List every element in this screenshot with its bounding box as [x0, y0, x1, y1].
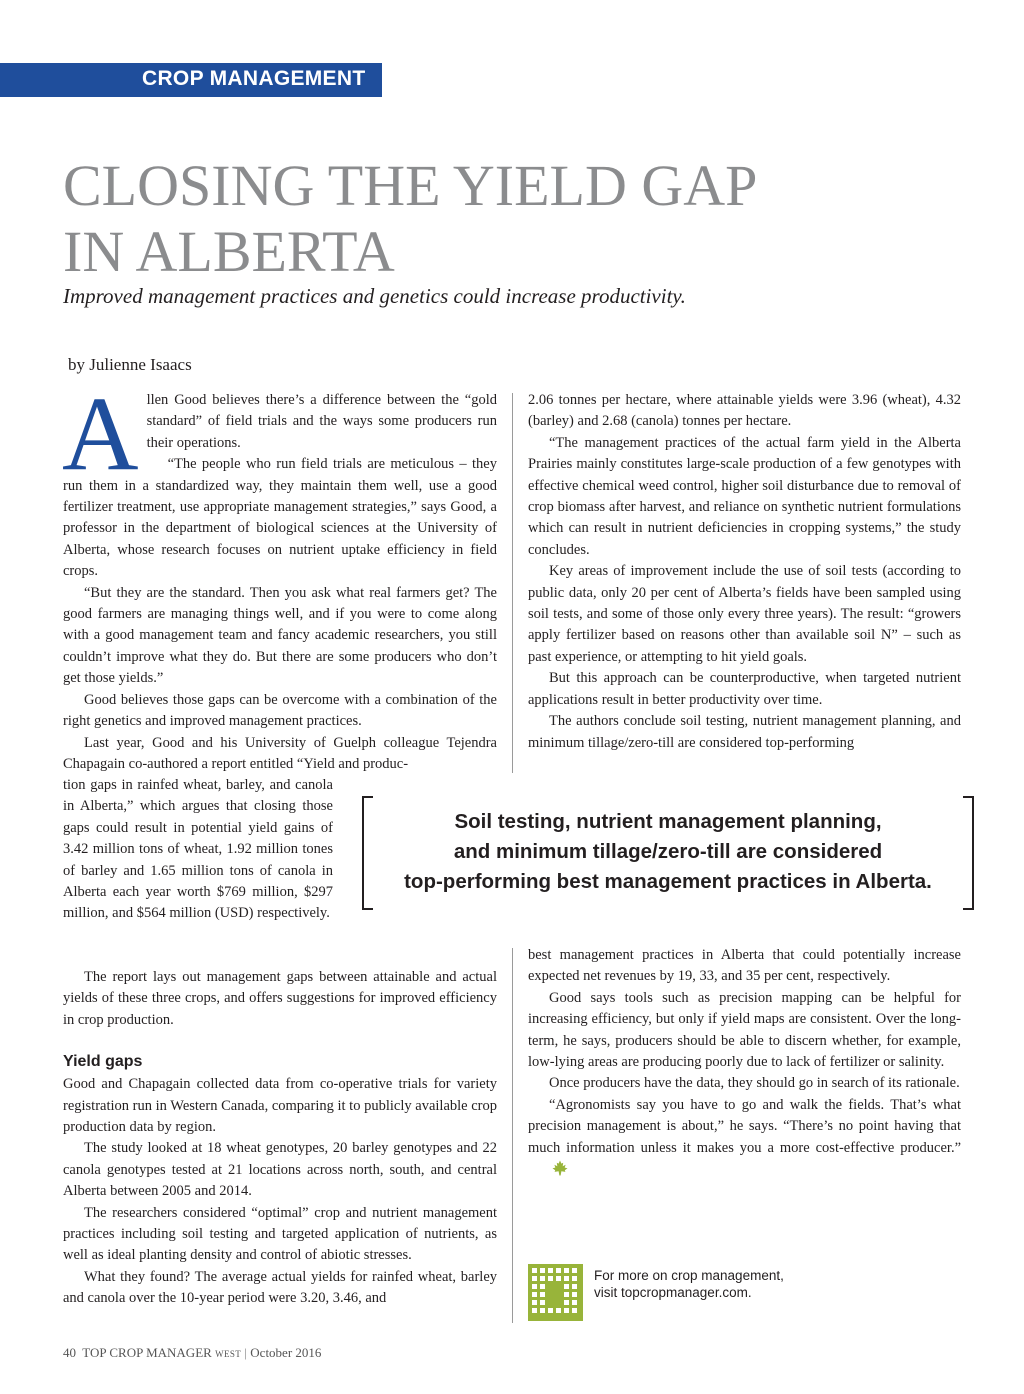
right-column-bottom: [528, 945, 961, 1183]
paragraph: 2.06 tonnes per hectare, where attainable yields were 3.96 (wheat), 4.32 (barley) and 2.68 (canola) tonnes per hectare.: [528, 392, 961, 430]
paragraph: “The people who run field trials are meticulous – they run them in a standardized way, they maintain them well, use a good fertilizer treatment, use appropriate management strategies,” says Good, a professor in the department of biological sciences at the University of Alberta, whose research focuses on nutrient uptake efficiency in field crops.: [63, 456, 497, 580]
article-headline: [63, 153, 963, 285]
pull-quote-line: and minimum tillage/zero-till are considered: [453, 840, 883, 863]
column-divider-top: [512, 393, 513, 773]
promo-line: For more on crop management,: [594, 1268, 784, 1283]
column-divider-bottom: [512, 948, 513, 1323]
pull-quote-line: top-performing best management practices in Alberta.: [404, 870, 932, 893]
paragraph: But this approach can be counterproductive, when targeted nutrient applications result in better productivity over time.: [528, 670, 961, 708]
right-column-top: [528, 390, 961, 754]
footer-separator: |: [244, 1345, 248, 1360]
paragraph: The authors conclude soil testing, nutrient management planning, and minimum tillage/zero-till are considered top-performing: [528, 713, 961, 751]
pull-quote-text: [362, 807, 974, 897]
page-number: 40: [63, 1345, 76, 1360]
paragraph: “But they are the standard. Then you ask what real farmers get? The good farmers are managing things well, and if you were to come along with a good management team and fancy academic researchers, you still couldn’t improve what they do. But there are some producers who don’t get those yields.”: [63, 584, 497, 687]
magazine-name: TOP CROP MANAGER: [82, 1345, 212, 1360]
left-column-bottom: [63, 967, 497, 1310]
paragraph: Allen Good believes there’s a difference between the “gold standard” of field trials and the ways some producers run their operations.: [62, 375, 497, 492]
left-column-top: [62, 375, 497, 775]
paragraph: best management practices in Alberta that could potentially increase expected net revenues by 19, 33, and 35 per cent, respectively.: [528, 947, 961, 985]
paragraph: Once producers have the data, they should go in search of its rationale.: [549, 1075, 960, 1092]
paragraph: The report lays out management gaps between attainable and actual yields of these three crops, and offers suggestions for improved efficiency in crop production.: [63, 969, 497, 1028]
pull-quote: [362, 796, 974, 908]
promo-box: [528, 1264, 968, 1324]
paragraph: Last year, Good and his University of Guelph colleague Tejendra Chapagain co-authored a report entitled “Yield and produc-: [63, 734, 497, 772]
paragraph: tion gaps in rainfed wheat, barley, and canola in Alberta,” which argues that closing those gaps could result in potential yield gains of 3.42 million tons of wheat, 1.92 million tones of barley and 1.65 million tons of canola in Alberta each year worth $769 million, $297 million, and $564 million (USD) respectively.: [63, 777, 333, 922]
article-byline: by Julienne Isaacs: [68, 355, 192, 374]
pull-quote-line: Soil testing, nutrient management planning,: [454, 810, 882, 833]
maple-leaf-icon: [531, 1160, 568, 1183]
paragraph: “The management practices of the actual farm yield in the Alberta Prairies mainly constitutes large-scale production of a few genotypes with effective chemical weed control, higher soil disturbance due to removal of crop biomass after harvest, and reliance on synthetic nutrient formulations which can result in nutrient deficiencies in cropping systems,” the study concludes.: [528, 434, 961, 558]
section-label: CROP MANAGEMENT: [142, 67, 366, 90]
paragraph: Good believes those gaps can be overcome with a combination of the right genetics and improved management practices.: [63, 691, 497, 730]
paragraph: What they found? The average actual yields for rainfed wheat, barley and canola over the 10-year period were 3.20, 3.46, and: [63, 1268, 497, 1307]
promo-text: [594, 1268, 784, 1301]
subhead-yield-gaps: Yield gaps: [63, 1053, 143, 1071]
paragraph: Good and Chapagain collected data from co-operative trials for variety registration run in Western Canada, comparing it to publicly available crop production data by region.: [63, 1076, 497, 1136]
paragraph: The researchers considered “optimal” crop and nutrient management practices including soil testing and targeted application of nutrients, as well as ideal planting density and control of abiotic stresses.: [63, 1204, 497, 1264]
headline-line-1: CLOSING THE YIELD GAP: [63, 153, 758, 218]
paragraph: “Agronomists say you have to go and walk the fields. That’s what precision management is about,” he says. “There’s no point having that much information unless it makes you a more cost-effective producer.”: [528, 1095, 961, 1184]
promo-link[interactable]: visit topcropmanager.com.: [594, 1284, 752, 1300]
tcm-logo-icon: [528, 1264, 583, 1321]
magazine-edition: WEST: [215, 1349, 242, 1359]
article-deck: Improved management practices and genetics could increase productivity.: [63, 284, 686, 308]
issue-date: October 2016: [250, 1345, 322, 1360]
left-column-middle: [63, 775, 333, 925]
paragraph: Good says tools such as precision mapping can be helpful for increasing efficiency, but only if yield maps are consistent. Over the long-term, he says, producers should be able to discern whether, for example, low-lying areas are producing poorly due to lack of fertilizer or salinity.: [528, 989, 961, 1071]
paragraph: Key areas of improvement include the use of soil tests (according to public data, only 20 per cent of Alberta’s fields have been sampled using soil tests, and some of those only every three years). The result: “growers apply fertilizer based on reasons other than available soil N” – such as past experience, or attempting to hit yield goals.: [528, 563, 961, 665]
page-footer: [63, 1345, 321, 1361]
drop-cap: A: [62, 375, 139, 492]
paragraph: The study looked at 18 wheat genotypes, 20 barley genotypes and 22 canola genotypes tested at 21 locations across north, south, and central Alberta between 2005 and 2014.: [63, 1140, 497, 1200]
headline-line-2: IN ALBERTA: [63, 219, 395, 284]
